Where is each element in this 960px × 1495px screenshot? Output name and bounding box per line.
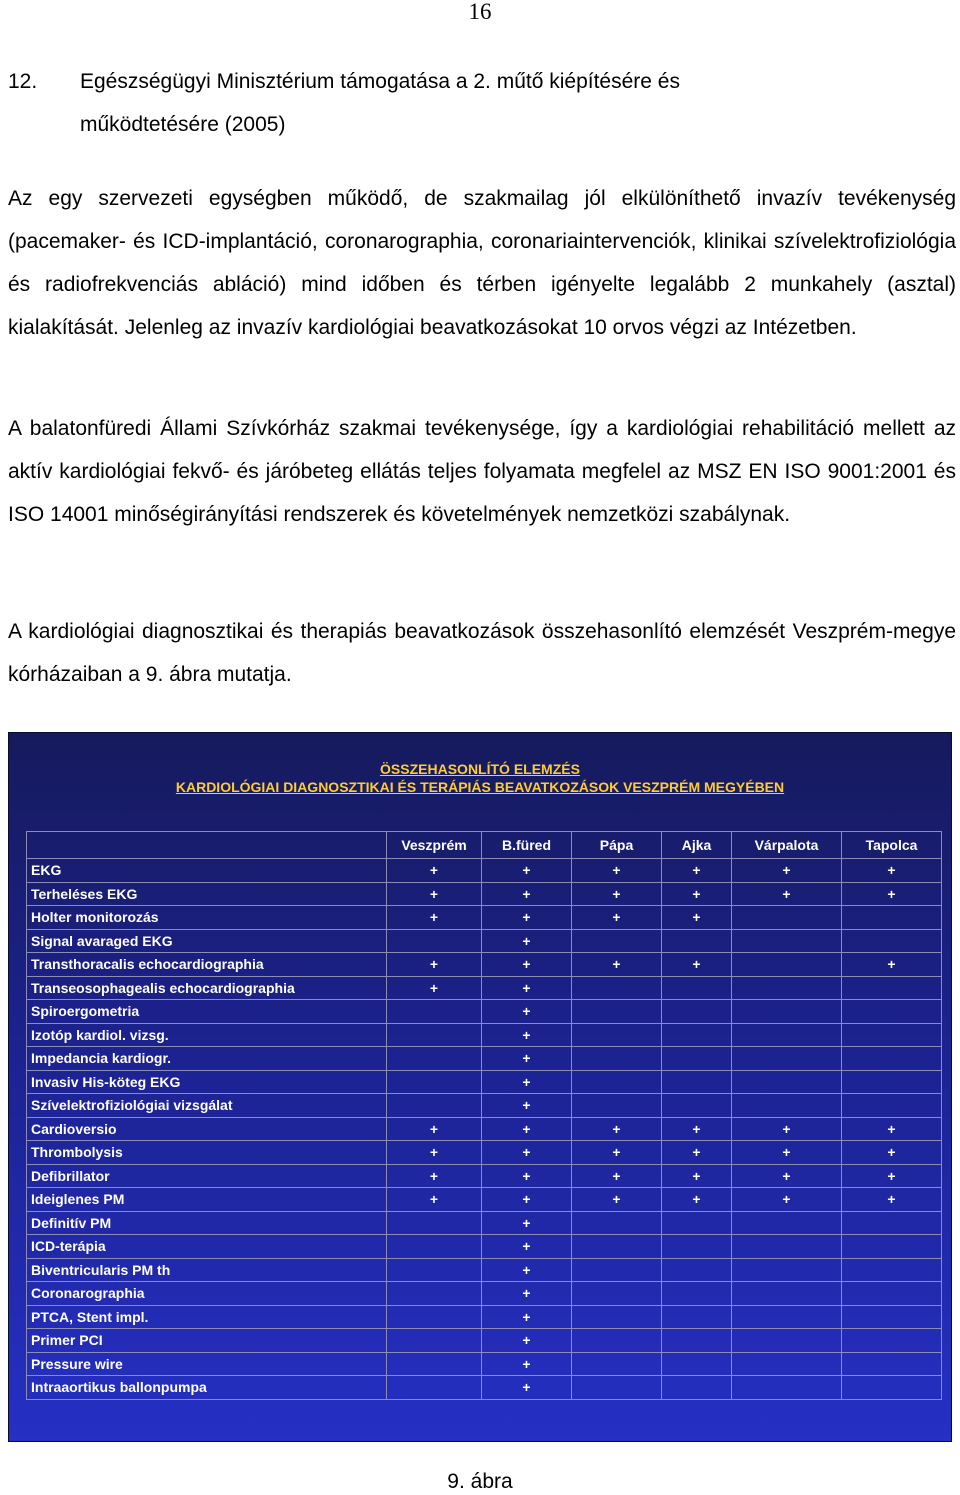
table-cell — [842, 1235, 942, 1259]
table-cell: + — [387, 976, 482, 1000]
table-cell: + — [842, 859, 942, 883]
table-cell: + — [842, 1117, 942, 1141]
row-label: Coronarographia — [27, 1282, 387, 1306]
table-cell — [732, 1047, 842, 1071]
table-cell: + — [842, 953, 942, 977]
table-cell — [572, 1047, 662, 1071]
table-cell — [387, 1070, 482, 1094]
table-cell — [732, 1070, 842, 1094]
table-cell: + — [662, 906, 732, 930]
comparison-figure — [8, 732, 952, 1442]
table-cell: + — [482, 1070, 572, 1094]
table-cell: + — [482, 1188, 572, 1212]
table-cell: + — [482, 882, 572, 906]
table-cell — [662, 1047, 732, 1071]
table-cell: + — [482, 976, 572, 1000]
column-header: Pápa — [572, 832, 662, 859]
row-label: Terheléses EKG — [27, 882, 387, 906]
paragraph-1: Az egy szervezeti egységben működő, de szakmailag jól elkülöníthető invazív tevékenység (pacemaker- és ICD-implantáció, coronarographia, coronariaintervenciók, klinikai szívelektrofiziológia és radiofrekvenciás abláció) mind időben és térben igényelte legalább 2 munkahely (asztal) kialakítását. Jelenleg az invazív kardiológiai beavatkozásokat 10 orvos végzi az Intézetben. — [8, 187, 956, 339]
table-cell — [842, 1305, 942, 1329]
table-cell — [387, 1282, 482, 1306]
table-cell: + — [482, 1047, 572, 1071]
table-cell — [572, 1094, 662, 1118]
table-cell: + — [482, 1305, 572, 1329]
table-cell — [662, 1305, 732, 1329]
table-cell — [572, 1305, 662, 1329]
table-cell: + — [387, 1117, 482, 1141]
row-label: EKG — [27, 859, 387, 883]
table-cell: + — [732, 1141, 842, 1165]
table-cell: + — [572, 1164, 662, 1188]
table-cell: + — [482, 1211, 572, 1235]
table-cell — [732, 929, 842, 953]
table-cell: + — [732, 1117, 842, 1141]
row-label: Invasiv His-köteg EKG — [27, 1070, 387, 1094]
table-cell — [842, 1023, 942, 1047]
row-label: Transeosophagealis echocardiographia — [27, 976, 387, 1000]
table-row — [27, 976, 942, 1000]
table-cell — [387, 1376, 482, 1400]
table-cell: + — [387, 1188, 482, 1212]
table-cell — [662, 1211, 732, 1235]
table-cell — [387, 1258, 482, 1282]
row-label: Spiroergometria — [27, 1000, 387, 1024]
table-row — [27, 953, 942, 977]
table-cell — [387, 1305, 482, 1329]
table-cell: + — [732, 882, 842, 906]
table-cell: + — [572, 882, 662, 906]
table-cell — [387, 929, 482, 953]
table-cell: + — [482, 1282, 572, 1306]
table-row — [27, 929, 942, 953]
table-row — [27, 1282, 942, 1306]
table-row — [27, 1141, 942, 1165]
table-cell: + — [482, 1376, 572, 1400]
table-row — [27, 1117, 942, 1141]
table-row — [27, 1094, 942, 1118]
table-cell: + — [482, 1329, 572, 1353]
table-cell — [572, 1282, 662, 1306]
table-cell: + — [387, 906, 482, 930]
table-cell: + — [732, 859, 842, 883]
table-row — [27, 1376, 942, 1400]
table-cell — [387, 1352, 482, 1376]
table-cell: + — [387, 1141, 482, 1165]
table-cell — [662, 929, 732, 953]
row-label: Thrombolysis — [27, 1141, 387, 1165]
table-cell — [662, 1329, 732, 1353]
table-cell: + — [842, 1164, 942, 1188]
table-cell — [572, 1329, 662, 1353]
table-row — [27, 1211, 942, 1235]
section-title-line1: Egészségügyi Minisztérium támogatása a 2. műtő kiépítésére és — [80, 70, 680, 93]
table-cell: + — [662, 953, 732, 977]
table-cell — [572, 929, 662, 953]
table-cell — [842, 1258, 942, 1282]
table-cell — [572, 1000, 662, 1024]
row-label: ICD-terápia — [27, 1235, 387, 1259]
table-cell — [572, 1235, 662, 1259]
table-cell — [842, 1047, 942, 1071]
table-cell — [662, 1235, 732, 1259]
table-cell: + — [732, 1188, 842, 1212]
table-cell — [662, 976, 732, 1000]
table-cell — [572, 1211, 662, 1235]
table-cell — [572, 1070, 662, 1094]
table-cell — [732, 1376, 842, 1400]
section-title-line2: működtetésére (2005) — [80, 113, 286, 136]
table-cell: + — [572, 906, 662, 930]
table-cell: + — [482, 859, 572, 883]
table-cell: + — [482, 1258, 572, 1282]
table-cell — [662, 1258, 732, 1282]
table-cell — [732, 1094, 842, 1118]
table-cell — [387, 1094, 482, 1118]
table-cell — [572, 1352, 662, 1376]
table-cell — [662, 1023, 732, 1047]
paragraph-2: A balatonfüredi Állami Szívkórház szakmai tevékenysége, így a kardiológiai rehabilitáció mellett az aktív kardiológiai fekvő- és járóbeteg ellátás teljes folyamata megfelel az MSZ EN ISO 9001:2001 és ISO 14001 minőségirányítási rendszerek és követelmények nemzetközi szabálynak. — [8, 417, 956, 526]
table-cell: + — [572, 1117, 662, 1141]
row-label: Intraaortikus ballonpumpa — [27, 1376, 387, 1400]
table-cell: + — [662, 1188, 732, 1212]
table-cell — [662, 1070, 732, 1094]
section-number: 12. — [8, 70, 38, 93]
page-number: 16 — [468, 0, 492, 24]
column-header: Veszprém — [387, 832, 482, 859]
table-cell — [732, 1235, 842, 1259]
table-cell — [572, 1376, 662, 1400]
table-cell: + — [387, 1164, 482, 1188]
table-row — [27, 1305, 942, 1329]
table-header-row — [27, 832, 942, 859]
table-cell — [732, 1023, 842, 1047]
table-cell — [572, 976, 662, 1000]
table-cell: + — [842, 1188, 942, 1212]
table-cell — [387, 1023, 482, 1047]
table-cell — [572, 1258, 662, 1282]
table-cell: + — [482, 906, 572, 930]
row-label: Holter monitorozás — [27, 906, 387, 930]
table-cell — [732, 1258, 842, 1282]
table-cell — [842, 1282, 942, 1306]
table-cell — [387, 1000, 482, 1024]
table-cell: + — [482, 1000, 572, 1024]
header-corner — [27, 832, 387, 859]
table-cell — [387, 1329, 482, 1353]
table-cell — [387, 1235, 482, 1259]
table-cell — [662, 1000, 732, 1024]
table-cell: + — [387, 882, 482, 906]
row-label: Ideiglenes PM — [27, 1188, 387, 1212]
table-cell: + — [482, 1023, 572, 1047]
row-label: Transthoracalis echocardiographia — [27, 953, 387, 977]
table-row — [27, 1000, 942, 1024]
table-cell — [662, 1094, 732, 1118]
table-cell — [842, 906, 942, 930]
table-row — [27, 1047, 942, 1071]
table-cell — [842, 929, 942, 953]
table-cell: + — [482, 1094, 572, 1118]
table-row — [27, 1329, 942, 1353]
table-cell — [842, 1070, 942, 1094]
table-cell: + — [482, 1117, 572, 1141]
row-label: Izotóp kardiol. vizsg. — [27, 1023, 387, 1047]
column-header: B.füred — [482, 832, 572, 859]
row-label: Impedancia kardiogr. — [27, 1047, 387, 1071]
table-cell — [572, 1023, 662, 1047]
table-cell: + — [732, 1164, 842, 1188]
table-cell — [387, 1047, 482, 1071]
table-cell — [732, 1352, 842, 1376]
table-row — [27, 1023, 942, 1047]
table-cell — [842, 1329, 942, 1353]
table-cell — [842, 976, 942, 1000]
column-header: Várpalota — [732, 832, 842, 859]
table-cell — [842, 1000, 942, 1024]
table-row — [27, 859, 942, 883]
row-label: PTCA, Stent impl. — [27, 1305, 387, 1329]
table-cell: + — [662, 882, 732, 906]
comparison-table — [26, 831, 942, 1400]
paragraph-3: A kardiológiai diagnosztikai és therapiás beavatkozások összehasonlító elemzését Veszprém-megye kórházaiban a 9. ábra mutatja. — [8, 620, 956, 686]
row-label: Primer PCI — [27, 1329, 387, 1353]
table-cell — [842, 1094, 942, 1118]
row-label: Pressure wire — [27, 1352, 387, 1376]
table-cell: + — [482, 929, 572, 953]
table-cell: + — [482, 1235, 572, 1259]
table-row — [27, 1235, 942, 1259]
table-cell: + — [842, 882, 942, 906]
row-label: Cardioversio — [27, 1117, 387, 1141]
table-cell — [732, 1282, 842, 1306]
column-header: Tapolca — [842, 832, 942, 859]
table-cell: + — [482, 1141, 572, 1165]
row-label: Signal avaraged EKG — [27, 929, 387, 953]
table-cell: + — [662, 1117, 732, 1141]
table-row — [27, 1070, 942, 1094]
row-label: Definitív PM — [27, 1211, 387, 1235]
table-cell — [842, 1211, 942, 1235]
figure-caption: 9. ábra — [447, 1470, 513, 1493]
table-cell: + — [842, 1141, 942, 1165]
table-cell — [732, 976, 842, 1000]
table-cell: + — [572, 1141, 662, 1165]
table-cell: + — [662, 1141, 732, 1165]
table-cell: + — [572, 1188, 662, 1212]
row-label: Biventricularis PM th — [27, 1258, 387, 1282]
table-cell — [662, 1282, 732, 1306]
table-cell — [662, 1376, 732, 1400]
table-cell — [732, 953, 842, 977]
table-cell: + — [572, 953, 662, 977]
table-cell: + — [482, 953, 572, 977]
table-cell: + — [387, 953, 482, 977]
table-cell — [842, 1352, 942, 1376]
table-cell: + — [387, 859, 482, 883]
table-row — [27, 1258, 942, 1282]
table-cell — [662, 1352, 732, 1376]
table-cell: + — [572, 859, 662, 883]
row-label: Defibrillator — [27, 1164, 387, 1188]
section-heading — [8, 60, 956, 146]
table-body — [27, 859, 942, 1400]
column-header: Ajka — [662, 832, 732, 859]
table-cell: + — [662, 1164, 732, 1188]
table-cell: + — [482, 1164, 572, 1188]
table-row — [27, 882, 942, 906]
table-cell: + — [482, 1352, 572, 1376]
table-row — [27, 1188, 942, 1212]
row-label: Szívelektrofiziológiai vizsgálat — [27, 1094, 387, 1118]
table-cell — [732, 1305, 842, 1329]
table-cell — [732, 906, 842, 930]
figure-title-line2: KARDIOLÓGIAI DIAGNOSZTIKAI ÉS TERÁPIÁS BEAVATKOZÁSOK VESZPRÉM MEGYÉBEN — [175, 779, 785, 795]
figure-title-line1: ÖSSZEHASONLÍTÓ ELEMZÉS — [380, 761, 580, 777]
table-cell — [732, 1000, 842, 1024]
table-row — [27, 906, 942, 930]
table-row — [27, 1164, 942, 1188]
table-row — [27, 1352, 942, 1376]
table-cell — [732, 1211, 842, 1235]
table-cell — [387, 1211, 482, 1235]
table-cell — [842, 1376, 942, 1400]
table-cell — [732, 1329, 842, 1353]
table-cell: + — [662, 859, 732, 883]
